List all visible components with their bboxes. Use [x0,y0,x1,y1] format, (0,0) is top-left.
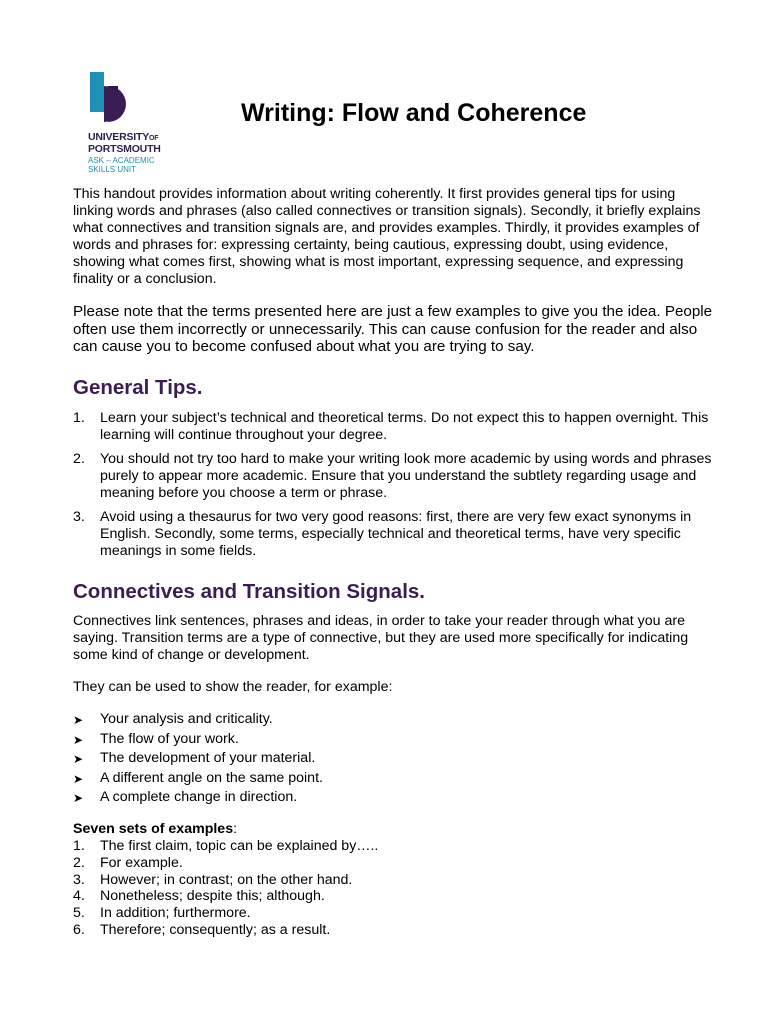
intro-paragraph-1: This handout provides information about writing coherently. It first provides general tips for using linking words and phrases (also called connectives or transition signals). Secondly, it briefly explains what connectives and transition signals are, and provides examples. Thirdly, it provides examples of words and phrases for: expressing certainty, being cautious, expressing doubt, using evidence, showing what comes first, showing what is most important, expressing sequence, and expressing finality or a conclusion. [73,186,701,287]
list-item: ➤ A complete change in direction. [73,788,713,808]
university-logo [88,72,178,180]
list-item: 1. The first claim, topic can be explained by….. [73,838,379,854]
logo-ask-line: ASK – ACADEMIC SKILLS UNIT [88,156,155,174]
list-item: 3. However; in contrast; on the other hand. [73,871,353,888]
university-shield-icon [88,72,140,128]
arrowhead-bullet-icon: ➤ [73,713,84,727]
example-sets-heading: Seven sets of examples: [73,821,238,837]
general-tips-heading: General Tips. [73,376,203,399]
arrowhead-bullet-icon: ➤ [73,771,84,786]
logo-portsmouth-line: PORTSMOUTH [88,142,161,155]
list-item: ➤ Your analysis and criticality. [73,710,713,730]
list-item: 1. Learn your subject’s technical and theoretical terms. Do not expect this to happen overnight. This learning will continue throughout your degree. [73,410,709,443]
list-item: 2. For example. [73,854,183,871]
list-item: 2. You should not try too hard to make your writing look more academic by using words and phrases purely to appear more academic. Ensure that you understand the subtlety regarding usage and meaning before you choose a term or phrase. [73,451,712,501]
list-item: 5. In addition; furthermore. [73,905,251,922]
arrowhead-bullet-icon: ➤ [73,791,84,805]
list-item: 3. Avoid using a thesaurus for two very good reasons: first, there are very few exact synonyms in English. Secondly, some terms, especially technical and theoretical terms, have very specific meanings in some fields. [73,509,692,559]
list-item: ➤ The development of your material. [73,749,713,769]
page-title: Writing: Flow and Coherence [241,99,587,127]
arrowhead-bullet-icon: ➤ [73,732,84,747]
connectives-intro [73,613,713,664]
connectives-heading: Connectives and Transition Signals. [73,580,425,603]
connectives-paragraph-1: Connectives link sentences, phrases and ideas, in order to take your reader through what you are saying. Transition terms are a type of connective, but they are used more specifically for indicating some kind of change or development. [73,613,689,663]
connectives-lead [73,679,713,696]
intro-section [73,186,713,288]
general-tips-list [73,410,713,560]
example-sets [73,821,713,939]
connectives-bullets [73,710,713,808]
connectives-paragraph-2: They can be used to show the reader, for example: [73,679,393,695]
list-item: ➤ The flow of your work. [73,730,713,750]
arrowhead-bullet-icon: ➤ [73,752,84,766]
logo-wordmark [88,132,161,174]
list-item: 4. Nonetheless; despite this; although. [73,888,325,905]
list-item: 6. Therefore; consequently; as a result. [73,921,331,938]
logo-university-line: UNIVERSITYOF [88,131,159,143]
intro-note-section [73,303,713,356]
list-item: ➤ A different angle on the same point. [73,769,713,789]
intro-paragraph-2: Please note that the terms presented here are just a few examples to give you the idea. People often use them incorrectly or unnecessarily. This can cause confusion for the reader and also can cause you to become confused about what you are trying to say. [73,303,713,355]
